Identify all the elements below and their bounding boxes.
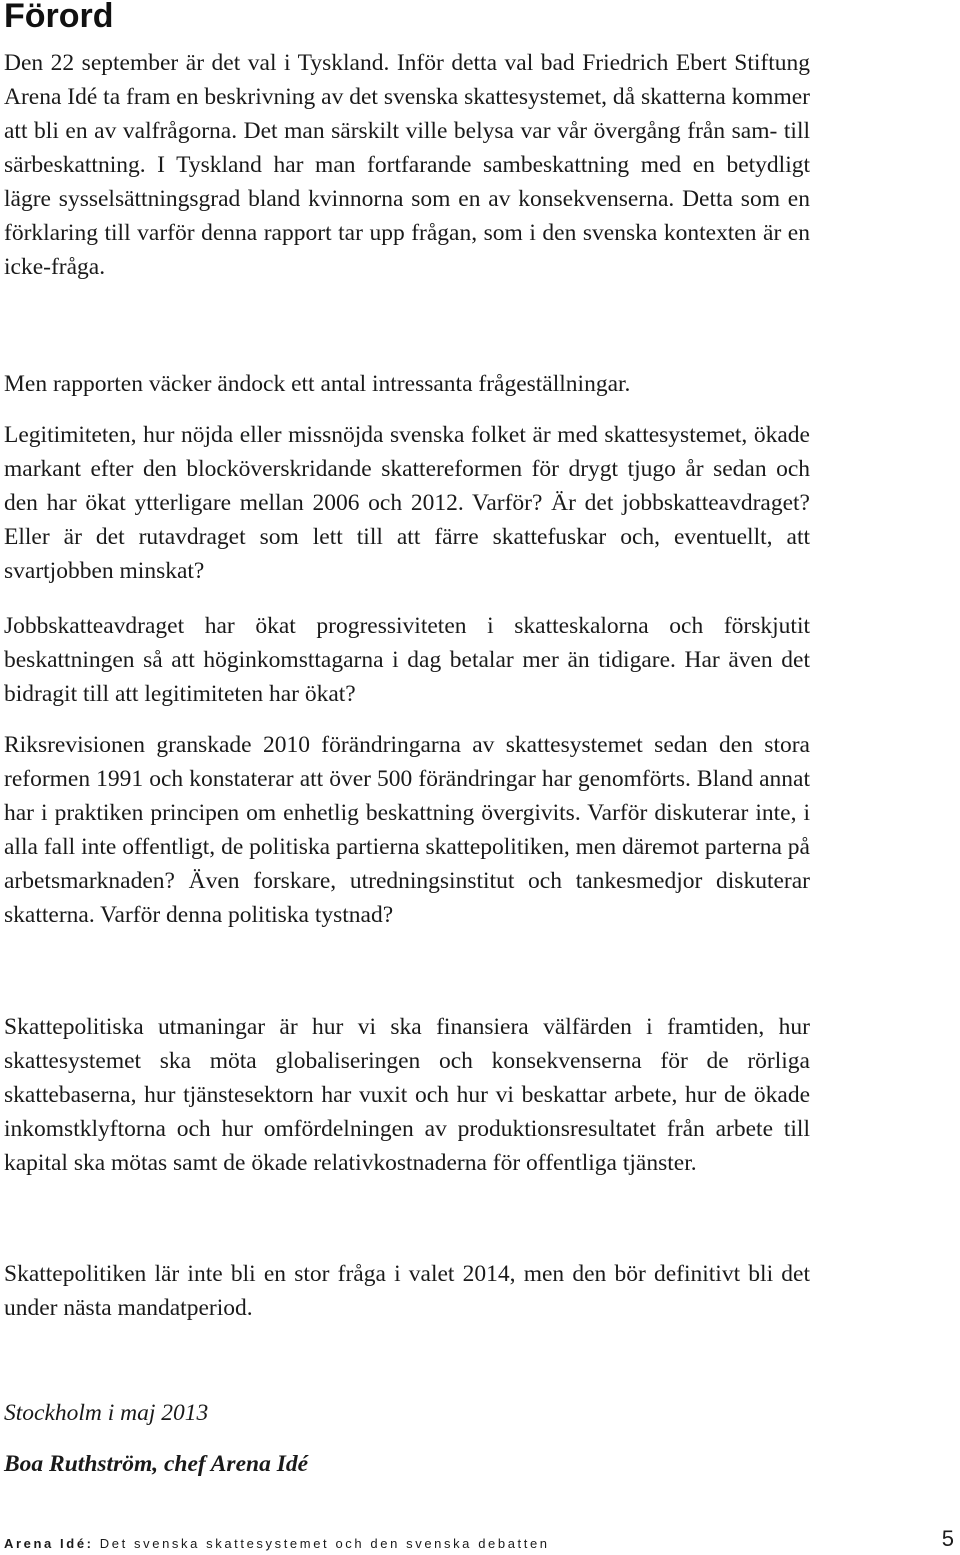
- footer-publication-title: Det svenska skattesystemet och den svenska debatten: [99, 1536, 550, 1551]
- paragraph-outlook: Skattepolitiken lär inte bli en stor fråga i valet 2014, men den bör definitivt bli det under nästa mandatperiod.: [4, 1261, 810, 1321]
- page-title: Förord: [4, 0, 114, 35]
- paragraph-intro: Den 22 september är det val i Tyskland. Inför detta val bad Friedrich Ebert Stiftung Arena Idé ta fram en beskrivning av det svenska skattesystemet, då skatterna kommer att bli en av valfrågorna. Det man särskilt ville belysa var vår övergång från sam- till särbeskattning. I Tyskland har man fortfarande sambeskattning med en betydligt lägre sysselsättningsgrad bland kvinnorna som en av konsekvenserna. Detta som en förklaring till varför denna rapport tar upp frågan, som i den svenska kontexten är en icke-fråga.: [4, 50, 810, 280]
- paragraph-national-audit: Riksrevisionen granskade 2010 förändringarna av skattesystemet sedan den stora reformen 1991 och konstaterar att över 500 förändringar har genomförts. Bland annat har i praktiken principen om enhetlig beskattning övergivits. Varför diskuterar inte, i alla fall inte offentligt, de politiska partierna skattepolitiken, men däremot parterna på arbetsmarknaden? Även forskare, utredningsinstitut och tankesmedjor diskuterar skatterna. Varför denna politiska tystnad?: [4, 732, 810, 928]
- footer-publisher: Arena Idé:: [4, 1536, 94, 1551]
- signoff-author: Boa Ruthström, chef Arena Idé: [4, 1451, 309, 1477]
- paragraph-questions-intro: Men rapporten väcker ändock ett antal intressanta frågeställningar.: [4, 371, 631, 397]
- signoff-place-date: Stockholm i maj 2013: [4, 1400, 209, 1426]
- page-number: 5: [941, 1526, 954, 1551]
- paragraph-legitimacy: Legitimiteten, hur nöjda eller missnöjda svenska folket är med skattesystemet, ökade markant efter den blocköverskridande skattereformen för drygt tjugo år sedan och den har ökat ytterligare mellan 2006 och 2012. Varför? Är det jobbskatteavdraget? Eller är det rutavdraget som lett till att färre skattefuskar och, eventuellt, att svartjobben minskat?: [4, 422, 810, 584]
- paragraph-challenges: Skattepolitiska utmaningar är hur vi ska finansiera välfärden i framtiden, hur skattesystemet ska möta globaliseringen och konsekvenserna för de rörliga skattebaserna, hur tjänstesektorn har vuxit och hur vi beskattar arbete, hur de ökade inkomstklyftorna och hur omfördelningen av produktionsresultatet från arbete till kapital ska mötas samt de ökade relativkostnaderna för offentliga tjänster.: [4, 1014, 810, 1176]
- page-footer: [4, 1526, 954, 1554]
- footer-running-title: [4, 1536, 550, 1551]
- paragraph-job-tax-credit: Jobbskatteavdraget har ökat progressiviteten i skatteskalorna och förskjutit beskattningen så att höginkomsttagarna i dag betalar mer än tidigare. Har även det bidragit till att legitimiteten har ökat?: [4, 613, 810, 707]
